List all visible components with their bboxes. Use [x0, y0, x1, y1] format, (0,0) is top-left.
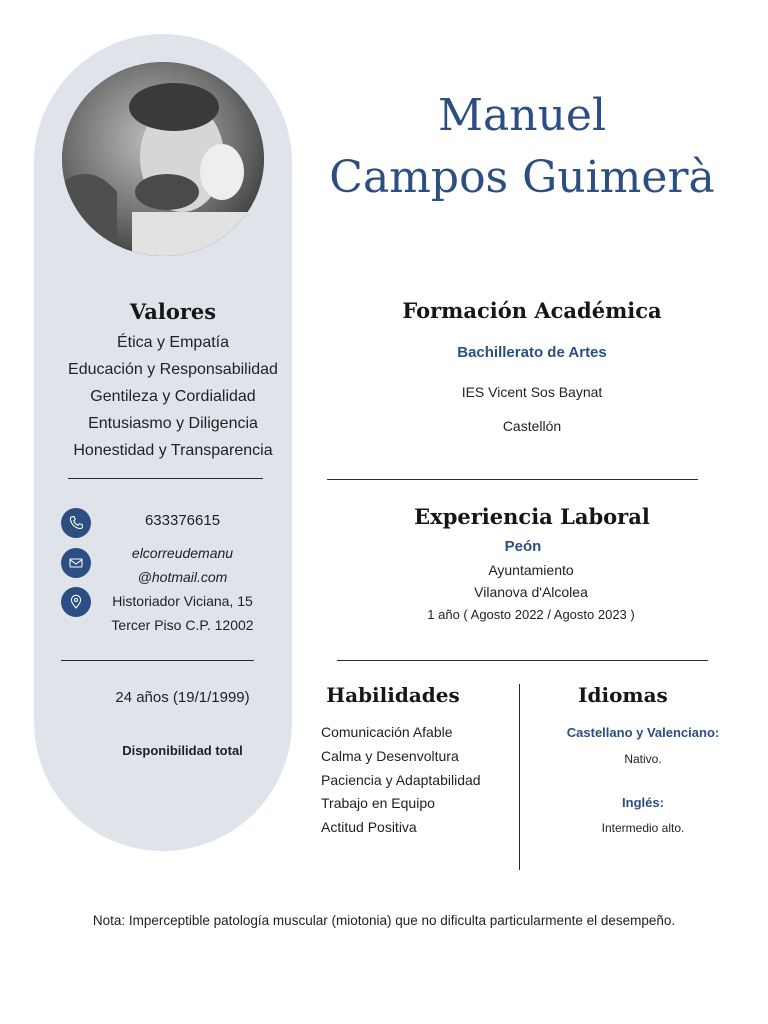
experience-location: Vilanova d'Alcolea	[474, 584, 588, 600]
languages-title: Idiomas	[578, 683, 668, 707]
experience-title: Experiencia Laboral	[414, 504, 650, 529]
address-line-2: Tercer Piso C.P. 12002	[111, 617, 254, 633]
skill-item: Actitud Positiva	[321, 819, 417, 835]
email-line-2: @hotmail.com	[137, 569, 228, 585]
education-city: Castellón	[502, 418, 562, 434]
skill-item: Paciencia y Adaptabilidad	[321, 772, 481, 788]
skills-title: Habilidades	[326, 683, 460, 707]
experience-role: Peón	[504, 538, 542, 555]
skill-item: Trabajo en Equipo	[321, 795, 435, 811]
sidebar-divider	[61, 660, 254, 661]
section-divider	[337, 660, 708, 661]
first-name: Manuel	[437, 90, 607, 141]
phone-icon	[61, 508, 91, 538]
language-level: Nativo.	[624, 752, 662, 766]
mail-icon	[61, 548, 91, 578]
values-item: Honestidad y Transparencia	[73, 442, 273, 459]
last-name: Campos Guimerà	[329, 152, 715, 203]
age: 24 años (19/1/1999)	[115, 689, 250, 706]
education-title: Formación Académica	[402, 298, 662, 323]
language-name: Inglés:	[622, 795, 664, 810]
values-item: Gentileza y Cordialidad	[90, 388, 256, 405]
phone-number: 633376615	[144, 512, 221, 529]
experience-employer: Ayuntamiento	[488, 562, 574, 578]
language-name: Castellano y Valenciano:	[566, 725, 720, 740]
location-pin-icon	[61, 587, 91, 617]
values-item: Entusiasmo y Diligencia	[88, 415, 258, 432]
sidebar-divider	[68, 478, 263, 479]
education-degree: Bachillerato de Artes	[457, 344, 607, 361]
footer-note: Nota: Imperceptible patología muscular (miotonia) que no dificulta particularmente el desempeño.	[92, 913, 676, 928]
column-divider	[519, 684, 520, 870]
education-school: IES Vicent Sos Baynat	[461, 384, 603, 400]
availability: Disponibilidad total	[122, 743, 243, 758]
skill-item: Calma y Desenvoltura	[321, 748, 459, 764]
email-line-1: elcorreudemanu	[131, 545, 234, 561]
values-item: Ética y Empatía	[116, 334, 230, 351]
skill-item: Comunicación Afable	[321, 724, 453, 740]
experience-period: 1 año ( Agosto 2022 / Agosto 2023 )	[427, 607, 635, 622]
section-divider	[327, 479, 698, 480]
language-level: Intermedio alto.	[601, 821, 685, 835]
values-title: Valores	[129, 299, 217, 324]
address-line-1: Historiador Viciana, 15	[112, 593, 253, 609]
profile-photo	[62, 62, 264, 256]
values-item: Educación y Responsabilidad	[68, 361, 278, 378]
